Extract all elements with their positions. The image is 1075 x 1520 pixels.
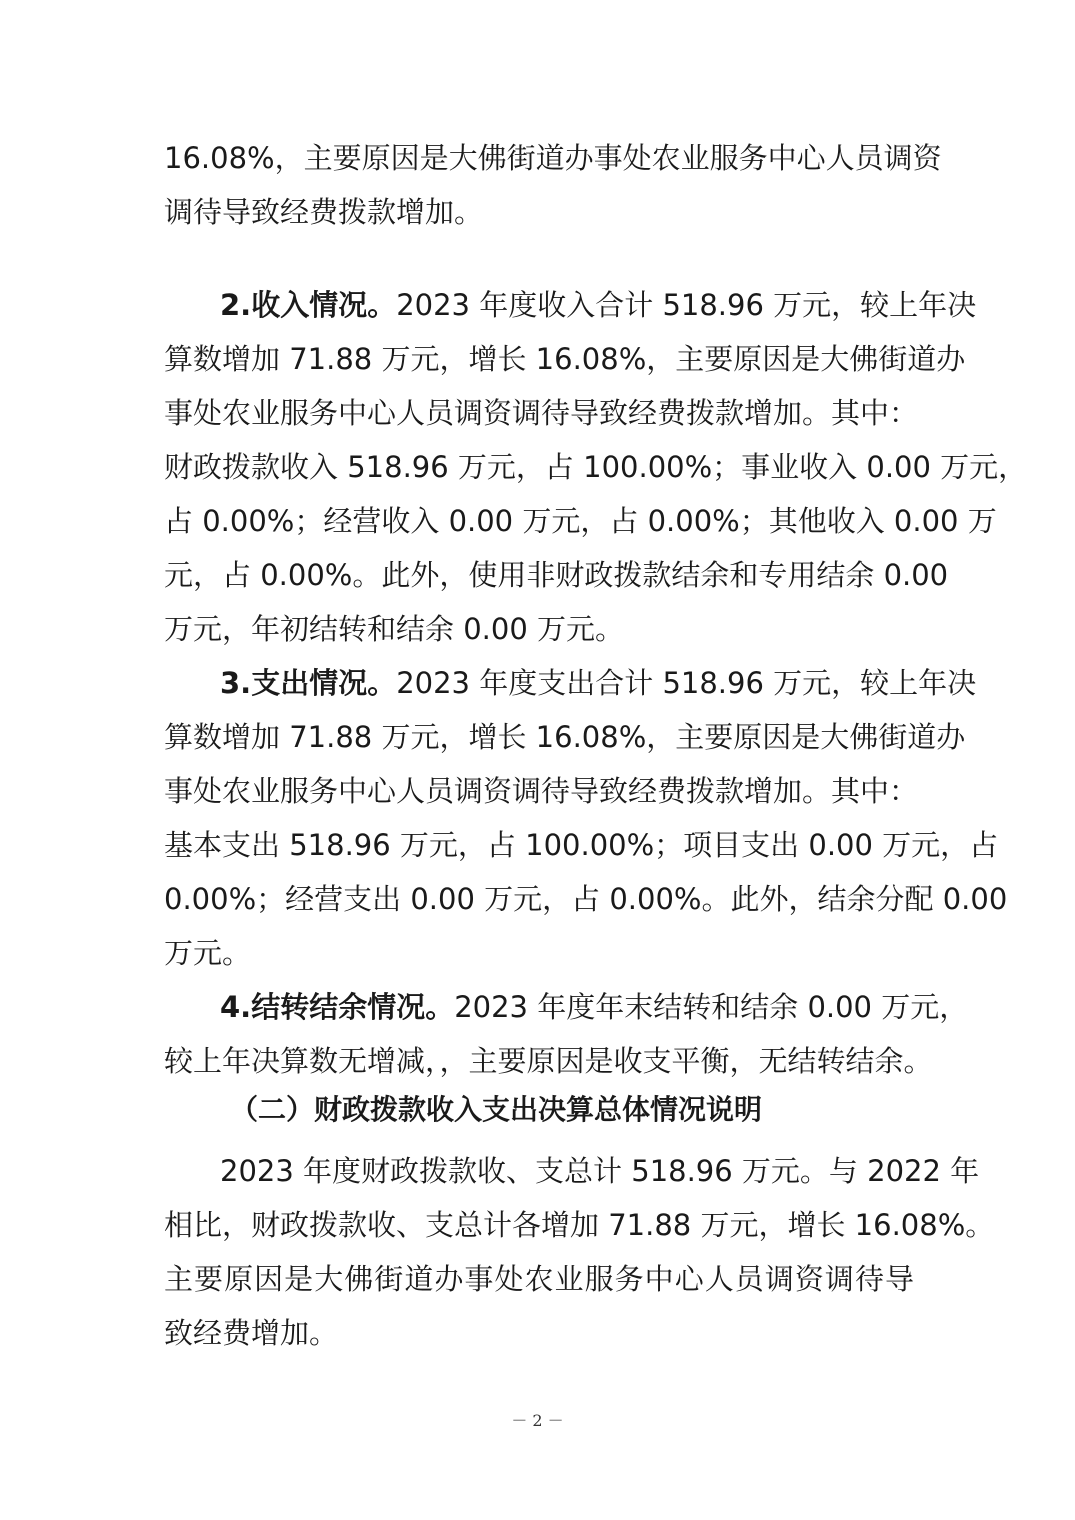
expenditure-text: 2023 年度支出合计 518.96 万元，较上年决: [396, 666, 977, 700]
balance-heading: 4.结转结余情况。: [220, 990, 455, 1024]
paragraph-line: 占 0.00%；经营收入 0.00 万元，占 0.00%；其他收入 0.00 万: [164, 504, 997, 538]
paragraph-line: 算数增加 71.88 万元，增长 16.08%，主要原因是大佛街道办: [164, 342, 966, 376]
income-heading: 2.收入情况。: [220, 288, 397, 322]
balance-paragraph-first-line: [220, 987, 969, 1027]
paragraph-line: 事处农业服务中心人员调资调待导致经费拨款增加。其中：: [164, 774, 919, 808]
section-heading: （二）财政拨款收入支出决算总体情况说明: [230, 1093, 763, 1126]
paragraph-line: 万元。: [164, 936, 252, 970]
income-text: 2023 年度收入合计 518.96 万元，较上年决: [396, 288, 977, 322]
paragraph-line: 致经费增加。: [164, 1316, 339, 1350]
paragraph-line: 事处农业服务中心人员调资调待导致经费拨款增加。其中：: [164, 396, 919, 430]
paragraph-line: 2023 年度财政拨款收、支总计 518.96 万元。与 2022 年: [220, 1154, 980, 1188]
paragraph-line: 0.00%；经营支出 0.00 万元，占 0.00%。此外，结余分配 0.00: [164, 882, 1008, 916]
paragraph-line: 调待导致经费拨款增加。: [164, 195, 484, 229]
expenditure-heading: 3.支出情况。: [220, 666, 397, 700]
paragraph-line: 算数增加 71.88 万元，增长 16.08%，主要原因是大佛街道办: [164, 720, 966, 754]
paragraph-line: 万元，年初结转和结余 0.00 万元。: [164, 612, 625, 646]
paragraph-line: 财政拨款收入 518.96 万元，占 100.00%；事业收入 0.00 万元，: [164, 450, 1028, 484]
expenditure-paragraph-first-line: [220, 663, 977, 703]
paragraph-line: 元，占 0.00%。此外，使用非财政拨款结余和专用结余 0.00: [164, 558, 949, 592]
paragraph-line: 相比，财政拨款收、支总计各增加 71.88 万元，增长 16.08%。: [164, 1208, 995, 1242]
page-number: － 2 －: [511, 1411, 564, 1430]
paragraph-line: 较上年决算数无增减，，主要原因是收支平衡，无结转结余。: [164, 1044, 933, 1078]
balance-text: 2023 年度年末结转和结余 0.00 万元，: [454, 990, 969, 1024]
paragraph-line: 基本支出 518.96 万元，占 100.00%；项目支出 0.00 万元，占: [164, 828, 999, 862]
paragraph-line: 主要原因是大佛街道办事处农业服务中心人员调资调待导: [164, 1262, 914, 1296]
paragraph-line: 16.08%，主要原因是大佛街道办事处农业服务中心人员调资: [164, 141, 942, 175]
income-paragraph-first-line: [220, 285, 977, 325]
